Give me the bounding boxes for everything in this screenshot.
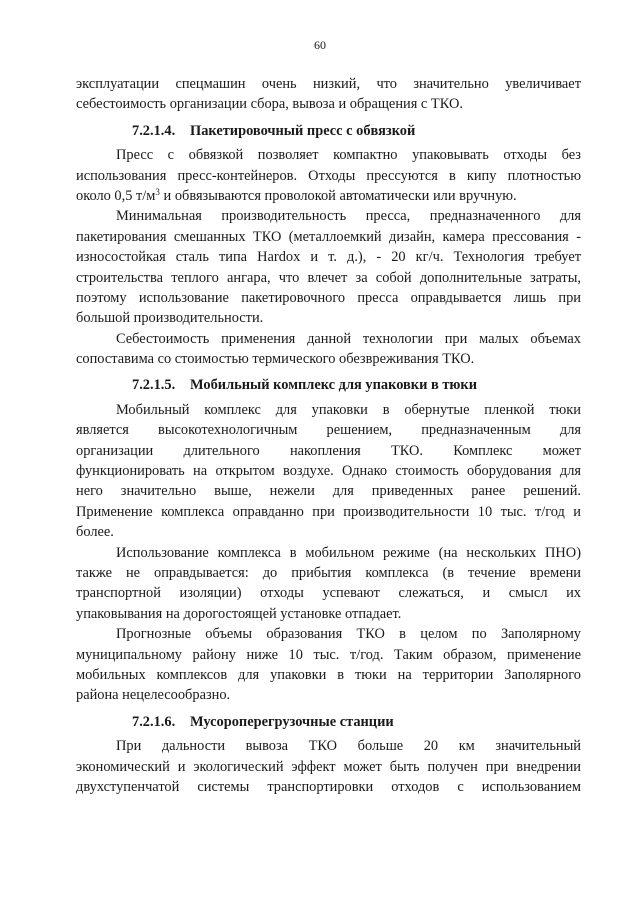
text-line: поэтому использование пакетировочного пресса оправдывается лишь при bbox=[76, 289, 581, 306]
text-line: транспортной изоляции) отходы успевают слежаться, и смысл их bbox=[76, 585, 581, 602]
superscript: 3 bbox=[155, 186, 160, 197]
text-line: Себестоимость применения данной технологии при малых объемах bbox=[116, 330, 581, 347]
section-title: Пакетировочный пресс с обвязкой bbox=[190, 122, 416, 139]
text-fragment: и обвязываются проволокой автоматически или вручную. bbox=[159, 187, 517, 204]
text-line bbox=[76, 186, 581, 206]
text-line: упаковывания на дорогостоящей установке отпадает. bbox=[76, 605, 402, 622]
text-line: При дальности вывоза ТКО больше 20 км значительный bbox=[116, 738, 581, 755]
section-title: Мобильный комплекс для упаковки в тюки bbox=[190, 377, 477, 394]
text-line: пакетирования смешанных ТКО (металлоемкий дизайн, камера прессования - bbox=[76, 228, 581, 245]
text-line: Пресс с обвязкой позволяет компактно упаковывать отходы без bbox=[116, 147, 581, 164]
text-line: района нецелесообразно. bbox=[76, 687, 231, 704]
text-line: является высокотехнологичным решением, предназначенным для bbox=[76, 422, 581, 439]
section-heading bbox=[76, 375, 581, 395]
text-line: более. bbox=[76, 524, 114, 541]
section-number: 7.2.1.4. bbox=[132, 122, 176, 139]
text-line: также не оправдывается: до прибытия комплекса (в течение времени bbox=[76, 564, 581, 581]
text-line: муниципальному району ниже 10 тыс. т/год. Таким образом, применение bbox=[76, 646, 581, 663]
section-number: 7.2.1.5. bbox=[132, 377, 176, 394]
text-line: сопоставима со стоимостью термического обезвреживания ТКО. bbox=[76, 351, 475, 368]
text-line: эксплуатации спецмашин очень низкий, что значительно увеличивает bbox=[76, 76, 581, 92]
text-line: Применение комплекса оправданно при производительности 10 тыс. т/год и bbox=[76, 503, 581, 520]
text-line: Мобильный комплекс для упаковки в обернутые пленкой тюки bbox=[116, 401, 581, 418]
text-line: двухступенчатой системы транспортировки отходов с использованием bbox=[76, 778, 581, 795]
page-number: 60 bbox=[314, 38, 326, 52]
section-heading bbox=[76, 121, 581, 141]
text-line: Прогнозные объемы образования ТКО в целом по Заполярному bbox=[116, 626, 581, 643]
text-line: себестоимость организации сбора, вывоза и обращения с ТКО. bbox=[76, 96, 463, 113]
text-line: организации длительного накопления ТКО. Комплекс может bbox=[76, 442, 581, 459]
page-content bbox=[76, 74, 581, 797]
text-fragment: около 0,5 т/м bbox=[76, 187, 156, 204]
text-line: экономический и экологический эффект может быть получен при внедрении bbox=[76, 758, 581, 775]
text-line: большой производительности. bbox=[76, 310, 264, 327]
section-number: 7.2.1.6. bbox=[132, 713, 176, 730]
section-title: Мусороперегрузочные станции bbox=[190, 713, 394, 730]
text-line: использования пресс-контейнеров. Отходы прессуются в кипу плотностью bbox=[76, 167, 581, 184]
text-line: него значительно выше, нежели для приведенных ранее решений. bbox=[76, 483, 581, 500]
text-line: износостойкая сталь типа Hardox и т. д.), - 20 кг/ч. Технология требует bbox=[76, 249, 581, 266]
section-heading bbox=[76, 712, 581, 732]
text-line: Использование комплекса в мобильном режиме (на нескольких ПНО) bbox=[116, 544, 581, 561]
text-line: мобильных комплексов для упаковки в тюки на территории Заполярного bbox=[76, 666, 581, 683]
text-line: функционировать на открытом воздухе. Однако стоимость оборудования для bbox=[76, 463, 581, 480]
text-line: строительства теплого ангара, что влечет за собой дополнительные затраты, bbox=[76, 269, 581, 286]
text-line: Минимальная производительность пресса, предназначенного для bbox=[116, 208, 581, 225]
